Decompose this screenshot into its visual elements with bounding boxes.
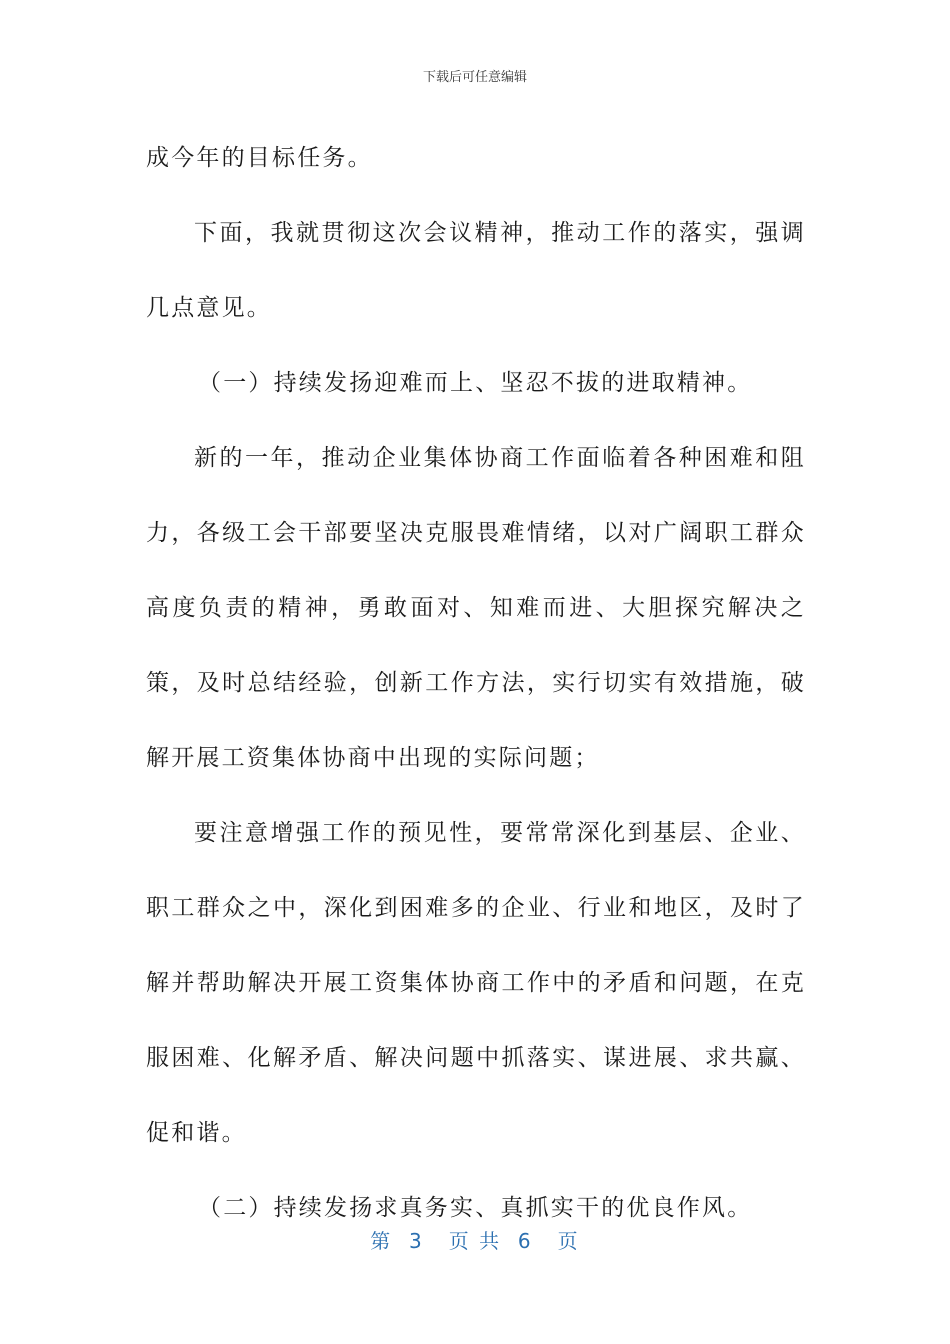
header-note: 下载后可任意编辑 [422,70,527,85]
paragraph-body-2: 要注意增强工作的预见性，要常常深化到基层、企业、职工群众之中，深化到困难多的企业、行业和地区，及时了解并帮助解决开展工资集体协商工作中的矛盾和问题，在克服困难、化解矛盾、解决问题中抓落实、谋进展、求共赢、促和谐。 [146,820,806,1146]
paragraph-continuation: 成今年的目标任务。 [146,145,373,171]
document-body [146,121,806,1246]
paragraph-intro: 下面，我就贯彻这次会议精神，推动工作的落实，强调几点意见。 [146,220,806,321]
page-number: 第 3 页 共 6 页 [370,1229,580,1253]
section-heading-1: （一）持续发扬迎难而上、坚忍不拔的进取精神。 [198,370,753,396]
paragraph-body-1: 新的一年，推动企业集体协商工作面临着各种困难和阻力，各级工会干部要坚决克服畏难情绪，以对广阔职工群众高度负责的精神，勇敢面对、知难而进、大胆探究解决之策，及时总结经验，创新工作方法，实行切实有效措施，破解开展工资集体协商中出现的实际问题； [146,445,806,771]
section-heading-2: （二）持续发扬求真务实、真抓实干的优良作风。 [198,1195,753,1221]
